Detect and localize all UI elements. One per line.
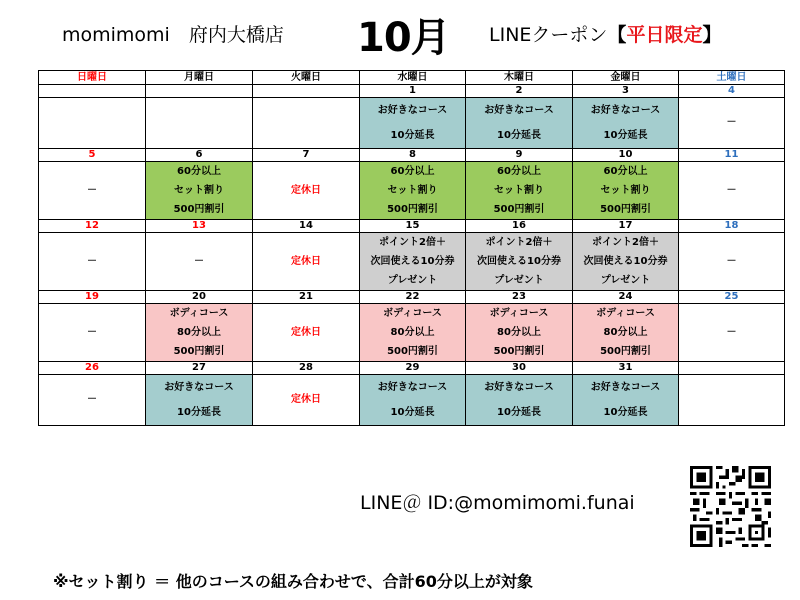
date-cell: 1 [360,85,466,98]
date-cell: 3 [573,85,679,98]
date-cell [679,362,785,375]
weekday-sun: 日曜日 [39,71,146,85]
date-cell: 7 [253,149,360,162]
date-cell: 24 [573,291,679,304]
coupon-highlight: 平日限定 [626,24,703,46]
weekday-fri: 金曜日 [573,71,679,85]
event-set-discount: 60分以上 セット割り 500円割引 [466,162,573,220]
date-cell: 27 [146,362,253,375]
event-none: － [39,162,146,220]
date-cell: 14 [253,220,360,233]
event-body-course: ボディコース 80分以上 500円割引 [466,304,573,362]
date-cell: 11 [679,149,785,162]
weekday-wed: 水曜日 [360,71,466,85]
date-row-week3 [39,220,785,233]
line-id-text: LINE＠ ID:@momimomi.funai [360,492,635,514]
date-cell: 28 [253,362,360,375]
date-cell: 18 [679,220,785,233]
event-set-discount: 60分以上 セット割り 500円割引 [360,162,466,220]
weekday-thu: 木曜日 [466,71,573,85]
event-course-extension: お好きなコース 10分延長 [573,375,679,426]
event-point-bonus: ポイント2倍＋ 次回使える10分券 プレゼント [466,233,573,291]
date-cell: 31 [573,362,679,375]
event-course-extension: お好きなコース 10分延長 [360,375,466,426]
event-cell-empty [39,98,146,149]
weekday-mon: 月曜日 [146,71,253,85]
event-none: － [679,304,785,362]
date-cell: 23 [466,291,573,304]
event-row-week5 [39,375,785,426]
date-cell: 21 [253,291,360,304]
event-body-course: ボディコース 80分以上 500円割引 [360,304,466,362]
date-cell: 5 [39,149,146,162]
date-cell: 15 [360,220,466,233]
weekday-header-row [39,71,785,85]
date-row-week2 [39,149,785,162]
event-none: － [679,162,785,220]
date-cell: 4 [679,85,785,98]
event-row-week3 [39,233,785,291]
event-row-week1 [39,98,785,149]
month-title: 10月 [357,15,450,61]
bracket-close: 】 [702,24,722,46]
date-cell: 29 [360,362,466,375]
bracket-open: 【 [607,24,627,46]
date-cell [39,85,146,98]
date-cell: 9 [466,149,573,162]
event-none: － [39,375,146,426]
event-closed: 定休日 [253,375,360,426]
date-cell: 8 [360,149,466,162]
coupon-prefix: LINEクーポン [489,24,608,46]
event-none: － [39,304,146,362]
date-row-week5 [39,362,785,375]
event-none: － [679,233,785,291]
event-course-extension: お好きなコース 10分延長 [466,375,573,426]
event-course-extension: お好きなコース 10分延長 [573,98,679,149]
date-cell-holiday: 13 [146,220,253,233]
event-course-extension: お好きなコース 10分延長 [146,375,253,426]
date-row-week1 [39,85,785,98]
date-cell: 2 [466,85,573,98]
event-body-course: ボディコース 80分以上 500円割引 [146,304,253,362]
event-row-week2 [39,162,785,220]
date-cell: 22 [360,291,466,304]
calendar-table [38,70,785,426]
event-body-course: ボディコース 80分以上 500円割引 [573,304,679,362]
coupon-title [489,20,721,47]
event-course-extension: お好きなコース 10分延長 [360,98,466,149]
event-cell-empty [253,98,360,149]
weekday-sat: 土曜日 [679,71,785,85]
event-cell-empty [679,375,785,426]
event-closed: 定休日 [253,233,360,291]
qr-code-icon[interactable] [688,466,773,547]
event-closed: 定休日 [253,162,360,220]
date-cell: 10 [573,149,679,162]
date-cell [253,85,360,98]
footnote-set-discount: ※セット割り ＝ 他のコースの組み合わせで、合計60分以上が対象 [53,572,533,591]
event-none: － [39,233,146,291]
date-cell: 19 [39,291,146,304]
date-cell: 12 [39,220,146,233]
weekday-tue: 火曜日 [253,71,360,85]
date-cell: 17 [573,220,679,233]
date-cell: 26 [39,362,146,375]
event-cell-empty [146,98,253,149]
date-cell: 6 [146,149,253,162]
event-none: － [146,233,253,291]
shop-name: momimomi 府内大橋店 [62,24,284,46]
event-point-bonus: ポイント2倍＋ 次回使える10分券 プレゼント [360,233,466,291]
date-cell: 25 [679,291,785,304]
event-set-discount: 60分以上 セット割り 500円割引 [146,162,253,220]
date-cell [146,85,253,98]
event-course-extension: お好きなコース 10分延長 [466,98,573,149]
date-cell: 30 [466,362,573,375]
date-cell: 16 [466,220,573,233]
date-cell: 20 [146,291,253,304]
event-row-week4 [39,304,785,362]
date-row-week4 [39,291,785,304]
event-closed: 定休日 [253,304,360,362]
event-set-discount: 60分以上 セット割り 500円割引 [573,162,679,220]
event-none: － [679,98,785,149]
event-point-bonus: ポイント2倍＋ 次回使える10分券 プレゼント [573,233,679,291]
